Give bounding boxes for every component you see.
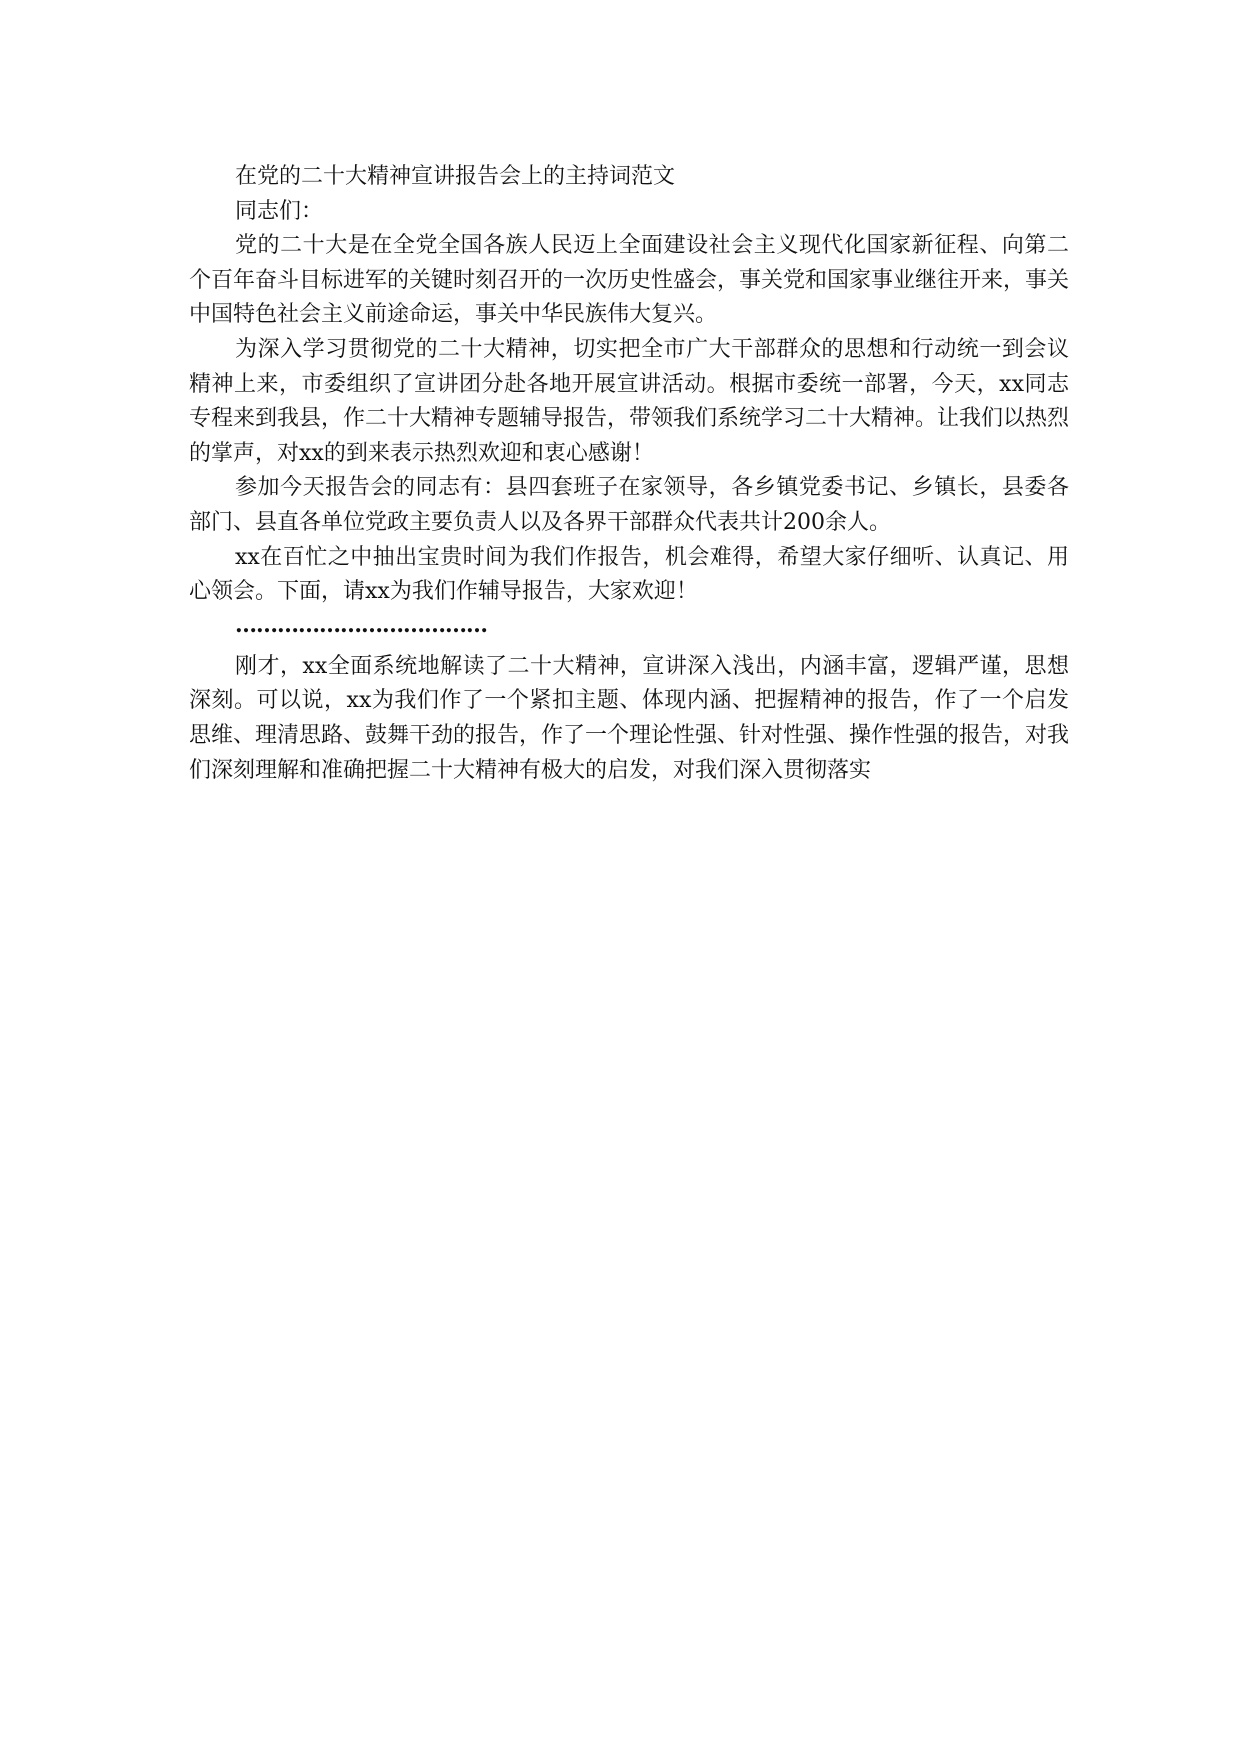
salutation: 同志们： bbox=[235, 198, 324, 224]
document-title: 在党的二十大精神宣讲报告会上的主持词范文 bbox=[235, 164, 676, 189]
section-separator: ……………………………… bbox=[235, 611, 487, 638]
paragraph-attendees: 参加今天报告会的同志有：县四套班子在家领导，各乡镇党委书记、乡镇长，县委各部门、县直各单位党政主要负责人以及各界干部群众代表共计200余人。 bbox=[189, 475, 1069, 535]
paragraph-purpose: 为深入学习贯彻党的二十大精神，切实把全市广大干部群众的思想和行动统一到会议精神上来，市委组织了宣讲团分赴各地开展宣讲活动。根据市委统一部署，今天，xx同志专程来到我县，作二十大精神专题辅导报告，带领我们系统学习二十大精神。让我们以热烈的掌声，对xx的到来表示热烈欢迎和衷心感谢！ bbox=[189, 336, 1070, 466]
paragraph-welcome: xx在百忙之中抽出宝贵时间为我们作报告，机会难得，希望大家仔细听、认真记、用心领会。下面，请xx为我们作辅导报告，大家欢迎！ bbox=[189, 544, 1069, 605]
paragraph-closing: 刚才，xx全面系统地解读了二十大精神，宣讲深入浅出，内涵丰富，逻辑严谨，思想深刻。可以说，xx为我们作了一个紧扣主题、体现内涵、把握精神的报告，作了一个启发思维、理清思路、鼓舞干劲的报告，作了一个理论性强、针对性强、操作性强的报告，对我们深刻理解和准确把握二十大精神有极大的启发，对我们深入贯彻落实 bbox=[189, 653, 1070, 783]
paragraph-intro: 党的二十大是在全党全国各族人民迈上全面建设社会主义现代化国家新征程、向第二个百年奋斗目标进军的关键时刻召开的一次历史性盛会，事关党和国家事业继往开来，事关中国特色社会主义前途命运，事关中华民族伟大复兴。 bbox=[189, 233, 1070, 328]
document-body bbox=[189, 160, 1069, 788]
